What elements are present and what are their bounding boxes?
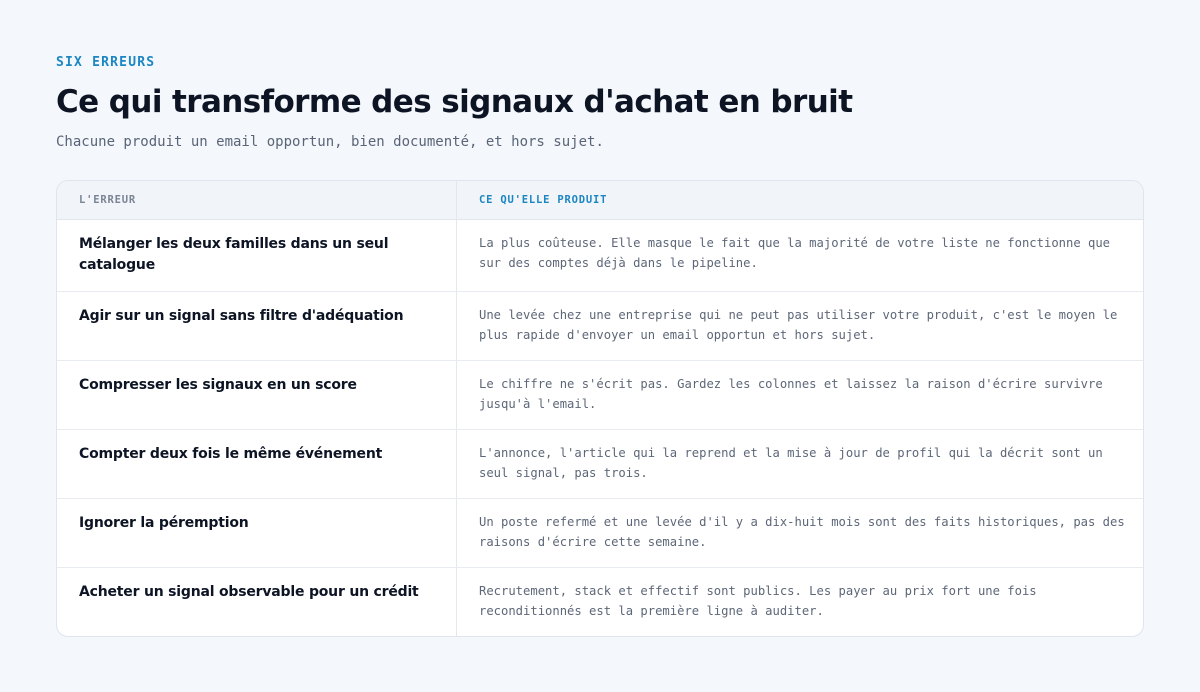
page-content [56,54,1144,618]
effect-cell: Une levée chez une entreprise qui ne peut pas utiliser votre produit, c'est le moyen le plus rapide d'envoyer un email opportun et hors sujet. [479,308,1118,342]
effect-cell: Recrutement, stack et effectif sont publics. Les payer au prix fort une fois reconditionnés est la première ligne à auditer. [479,584,1037,618]
column-header-error: L'ERREUR [57,181,457,219]
effect-cell: La plus coûteuse. Elle masque le fait que la majorité de votre liste ne fonctionne que sur des comptes déjà dans le pipeline. [479,236,1111,270]
error-cell: Compresser les signaux en un score [57,361,457,429]
column-header-effect: CE QU'ELLE PRODUIT [479,194,608,206]
effect-cell: L'annonce, l'article qui la reprend et la mise à jour de profil qui la décrit sont un seul signal, pas trois. [479,446,1103,480]
table-row [57,429,1143,498]
page-title: Ce qui transforme des signaux d'achat en bruit [56,84,853,120]
table-row [57,498,1143,567]
effect-cell: Un poste refermé et une levée d'il y a dix-huit mois sont des faits historiques, pas des raisons d'écrire cette semaine. [479,515,1125,549]
errors-table [56,180,1144,637]
error-cell: Ignorer la péremption [57,499,457,567]
table-row [57,291,1143,360]
table-header-row [57,181,1143,220]
table-row [57,567,1143,636]
error-cell: Mélanger les deux familles dans un seul catalogue [57,220,457,291]
eyebrow-label: SIX ERREURS [56,55,156,70]
table-row [57,360,1143,429]
error-cell: Agir sur un signal sans filtre d'adéquation [57,292,457,360]
error-cell: Acheter un signal observable pour un crédit [57,568,457,636]
error-cell: Compter deux fois le même événement [57,430,457,498]
page-subtitle: Chacune produit un email opportun, bien documenté, et hors sujet. [56,134,604,150]
effect-cell: Le chiffre ne s'écrit pas. Gardez les colonnes et laissez la raison d'écrire survivre jusqu'à l'email. [479,377,1103,411]
table-row [57,220,1143,291]
